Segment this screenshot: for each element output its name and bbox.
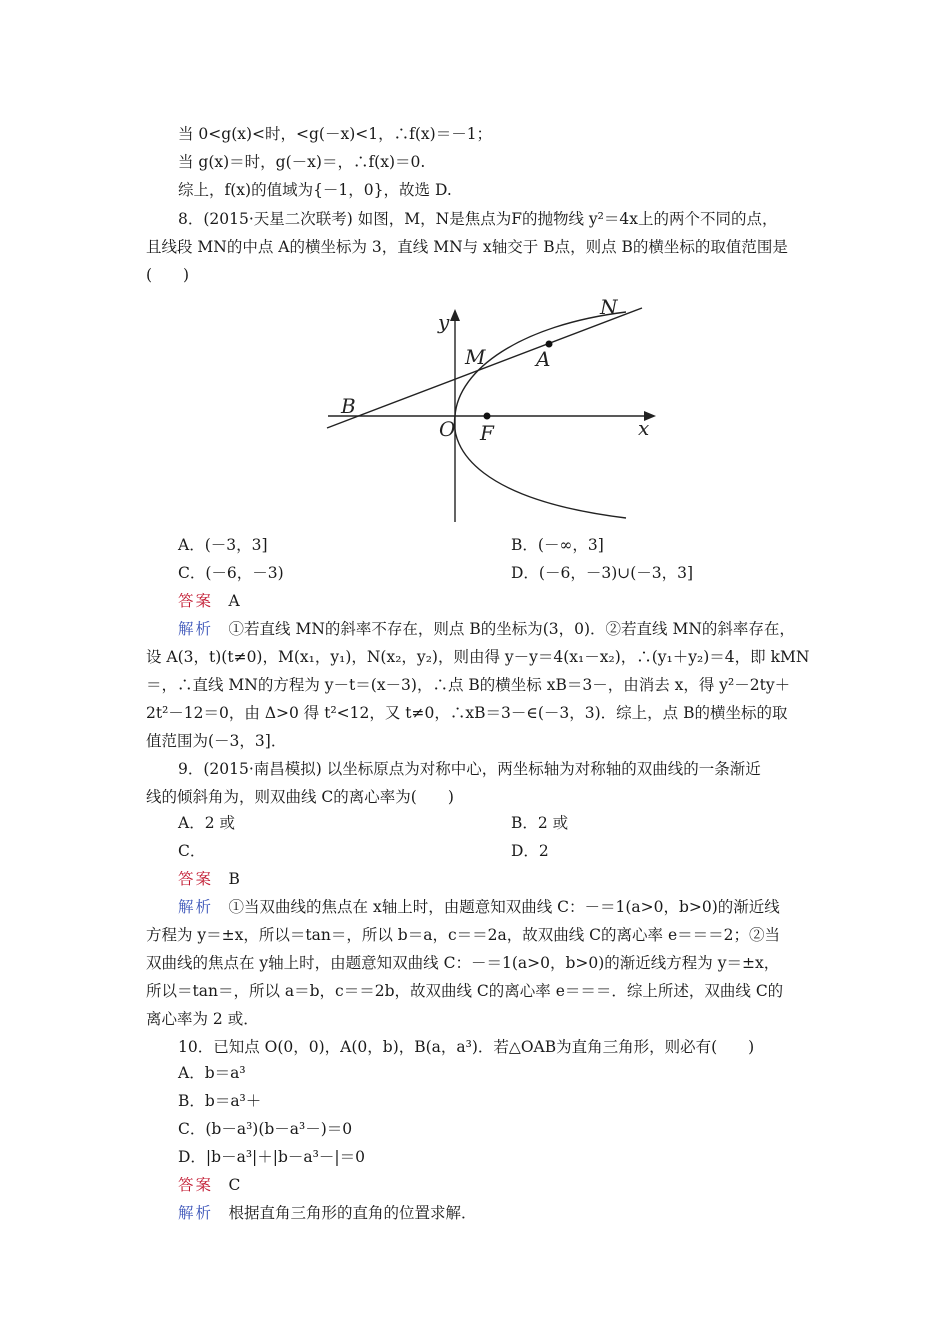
option-a: A．b＝a³ bbox=[178, 1064, 246, 1082]
question-9-stem: 9．(2015·南昌模拟) 以坐标原点为对称中心，两坐标轴为对称轴的双曲线的一条渐近 bbox=[178, 760, 761, 778]
option-c: C．(b－a³)(b－a³－)＝0 bbox=[178, 1120, 353, 1138]
answer-label: 答案 bbox=[178, 592, 214, 610]
option-d: D．(－6，－3)∪(－3，3] bbox=[511, 564, 694, 582]
solution-row bbox=[178, 619, 795, 639]
answer-label: 答案 bbox=[178, 1176, 214, 1194]
solution-row bbox=[178, 1203, 477, 1223]
option-a: A．2 或 bbox=[178, 814, 235, 832]
y-axis-arrow bbox=[450, 309, 460, 321]
answer-value: C bbox=[228, 1176, 241, 1194]
answer-row bbox=[178, 869, 240, 889]
option-d: D．2 bbox=[511, 842, 549, 860]
answer-value: B bbox=[228, 870, 240, 888]
parabola-curve bbox=[454, 312, 626, 518]
option-b: B．b＝a³＋ bbox=[178, 1092, 262, 1110]
solution-text: 2t²－12＝0，由 Δ>0 得 t²<12，又 t≠0，∴xB＝3－∈(－3，3)．综上，点 B的横坐标的取 bbox=[146, 704, 788, 722]
solution-text: 方程为 y＝±x，所以＝tan＝，所以 b＝a，c＝＝2a，故双曲线 C的离心率 e＝＝＝2；②当 bbox=[146, 926, 780, 944]
point-f-dot bbox=[484, 413, 491, 420]
option-c: C．(－6，－3) bbox=[178, 564, 284, 582]
solution-text: 设 A(3，t)(t≠0)，M(x₁，y₁)，N(x₂，y₂)，则由得 y－y＝4(x₁－x₂)，∴(y₁＋y₂)＝4，即 kMN bbox=[146, 648, 810, 666]
option-b: B．(－∞，3] bbox=[511, 536, 604, 554]
solution-row bbox=[178, 897, 780, 917]
question-9-stem: 线的倾斜角为，则双曲线 C的离心率为( ) bbox=[146, 788, 454, 806]
option-d: D．|b－a³|＋|b－a³－|＝0 bbox=[178, 1148, 365, 1166]
question-10-stem: 10．已知点 O(0，0)，A(0，b)，B(a，a³)．若△OAB为直角三角形，则必有( ) bbox=[178, 1038, 755, 1056]
question-8-stem: ( ) bbox=[146, 266, 190, 284]
label-a: A bbox=[536, 347, 551, 371]
answer-value: A bbox=[228, 592, 240, 610]
question-8-stem: 且线段 MN的中点 A的横坐标为 3，直线 MN与 x轴交于 B点，则点 B的横坐标的取值范围是 bbox=[146, 238, 788, 256]
solution-text: 根据直角三角形的直角的位置求解． bbox=[228, 1204, 477, 1222]
answer-row bbox=[178, 591, 240, 611]
label-y: y bbox=[438, 310, 450, 334]
solution-text: 值范围为(－3，3]． bbox=[146, 732, 287, 750]
option-a: A．(－3，3] bbox=[178, 536, 268, 554]
solution-text: 双曲线的焦点在 y轴上时，由题意知双曲线 C：－＝1(a>0，b>0)的渐近线方程为 y＝±x， bbox=[146, 954, 780, 972]
solution-label: 解析 bbox=[178, 1204, 214, 1222]
text-line: 当 0<g(x)<时，<g(－x)<1，∴f(x)＝－1； bbox=[178, 125, 493, 143]
solution-text: 离心率为 2 或． bbox=[146, 1010, 259, 1028]
solution-label: 解析 bbox=[178, 898, 214, 916]
solution-label: 解析 bbox=[178, 620, 214, 638]
option-b: B．2 或 bbox=[511, 814, 569, 832]
answer-row bbox=[178, 1175, 240, 1195]
text-line: 综上，f(x)的值域为{－1，0}，故选 D. bbox=[178, 181, 452, 199]
label-b: B bbox=[341, 394, 356, 418]
label-f: F bbox=[480, 421, 494, 445]
answer-label: 答案 bbox=[178, 870, 214, 888]
label-n: N bbox=[600, 295, 618, 319]
label-x: x bbox=[638, 416, 650, 440]
solution-text: ①若直线 MN的斜率不存在，则点 B的坐标为(3，0)．②若直线 MN的斜率存在， bbox=[228, 620, 795, 638]
solution-text: ①当双曲线的焦点在 x轴上时，由题意知双曲线 C：－＝1(a>0，b>0)的渐近线 bbox=[228, 898, 780, 916]
label-origin: O bbox=[439, 417, 456, 441]
solution-text: ＝，∴直线 MN的方程为 y－t＝(x－3)，∴点 B的横坐标 xB＝3－，由消去 x，得 y²－2ty＋ bbox=[146, 676, 791, 694]
label-m: M bbox=[465, 345, 486, 369]
solution-text: 所以＝tan＝，所以 a＝b，c＝＝2b，故双曲线 C的离心率 e＝＝＝．综上所述，双曲线 C的 bbox=[146, 982, 784, 1000]
option-c: C． bbox=[178, 842, 206, 860]
question-8-stem: 8．(2015·天星二次联考) 如图，M，N是焦点为F的抛物线 y²＝4x上的两个不同的点， bbox=[178, 210, 778, 228]
parabola-figure bbox=[300, 290, 680, 530]
text-line: 当 g(x)＝时，g(－x)＝，∴f(x)＝0. bbox=[178, 153, 426, 171]
